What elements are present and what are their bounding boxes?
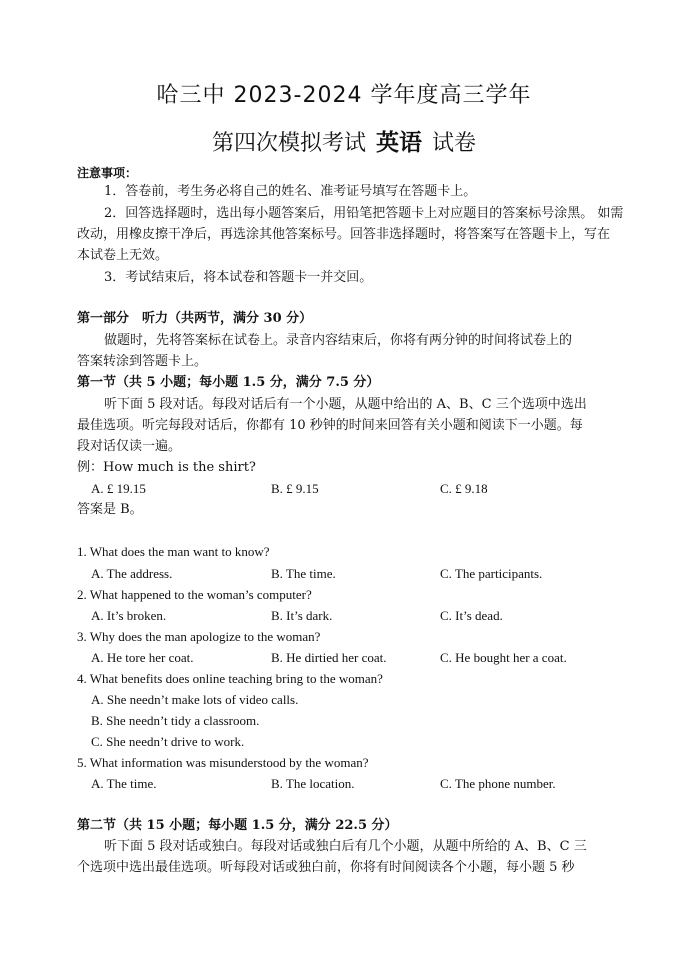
example-answer: 答案是 B。 (77, 502, 143, 517)
part1-heading: 第一部分 听力（共两节，满分 30 分） (77, 311, 313, 326)
example-option-a: A. £ 19.15 (91, 481, 146, 496)
exam-title-part-c: 试卷 (432, 131, 477, 156)
question-3-option-a: A. He tore her coat. (91, 650, 194, 665)
notice-item-2-line1: 2．回答选择题时，选出每小题答案后，用铅笔把答题卡上对应题目的答案标号涂黑。 如需 (104, 206, 624, 221)
question-5: 5. What information was misunderstood by the woman? (77, 755, 369, 770)
question-1: 1. What does the man want to know? (77, 544, 270, 559)
notice-heading: 注意事项： (77, 166, 138, 180)
exam-title-subject: 英语 (376, 129, 422, 156)
example-question: 例：How much is the shirt? (77, 460, 256, 475)
notice-item-3: 3．考试结束后，将本试卷和答题卡一并交回。 (104, 270, 373, 285)
question-1-option-c: C. The participants. (440, 566, 543, 581)
section1-intro-line3: 段对话仅读一遍。 (77, 439, 182, 454)
exam-title-part-a: 第四次模拟考试 (211, 131, 366, 156)
question-5-option-b: B. The location. (271, 776, 355, 791)
question-4-option-a: A. She needn’t make lots of video calls. (91, 692, 299, 707)
question-5-option-c: C. The phone number. (440, 776, 556, 791)
part1-intro-line1: 做题时，先将答案标在试卷上。录音内容结束后，你将有两分钟的时间将试卷上的 (104, 333, 573, 348)
example-option-b: B. £ 9.15 (271, 481, 319, 496)
question-4: 4. What benefits does online teaching bring to the woman? (77, 671, 383, 686)
question-1-option-b: B. The time. (271, 566, 336, 581)
section2-heading: 第二节（共 15 小题；每小题 1.5 分，满分 22.5 分） (77, 818, 398, 833)
question-5-option-a: A. The time. (91, 776, 157, 791)
question-4-option-c: C. She needn’t drive to work. (91, 734, 245, 749)
question-3: 3. Why does the man apologize to the woman? (77, 629, 321, 644)
question-2: 2. What happened to the woman’s computer? (77, 587, 312, 602)
question-2-option-c: C. It’s dead. (440, 608, 503, 623)
question-3-option-b: B. He dirtied her coat. (271, 650, 387, 665)
question-4-option-b: B. She needn’t tidy a classroom. (91, 713, 260, 728)
exam-title-line2 (0, 128, 688, 159)
question-2-option-b: B. It’s dark. (271, 608, 333, 623)
section2-intro-line2: 个选项中选出最佳选项。听每段对话或独白前，你将有时间阅读各个小题，每小题 5 秒 (77, 860, 575, 875)
question-1-option-a: A. The address. (91, 566, 173, 581)
notice-item-1: 1．答卷前，考生务必将自己的姓名、准考证号填写在答题卡上。 (104, 184, 477, 199)
question-3-option-c: C. He bought her a coat. (440, 650, 567, 665)
notice-item-2-line2: 改动，用橡皮擦干净后，再选涂其他答案标号。回答非选择题时，将答案写在答题卡上，写在 (77, 227, 611, 242)
notice-item-2-line3: 本试卷上无效。 (77, 248, 169, 263)
example-option-c: C. £ 9.18 (440, 481, 488, 496)
section1-heading: 第一节（共 5 小题；每小题 1.5 分，满分 7.5 分） (77, 375, 380, 390)
section1-intro-line1: 听下面 5 段对话。每段对话后有一个小题，从题中给出的 A、B、C 三个选项中选出 (104, 397, 587, 412)
exam-title-line1: 哈三中 2023-2024 学年度高三学年 (156, 83, 532, 108)
section2-intro-line1: 听下面 5 段对话或独白。每段对话或独白后有几个小题，从题中所给的 A、B、C 三 (104, 839, 587, 854)
question-2-option-a: A. It’s broken. (91, 608, 167, 623)
part1-intro-line2: 答案转涂到答题卡上。 (77, 354, 208, 369)
section1-intro-line2: 最佳选项。听完每段对话后，你都有 10 秒钟的时间来回答有关小题和阅读下一小题。每 (77, 418, 583, 433)
